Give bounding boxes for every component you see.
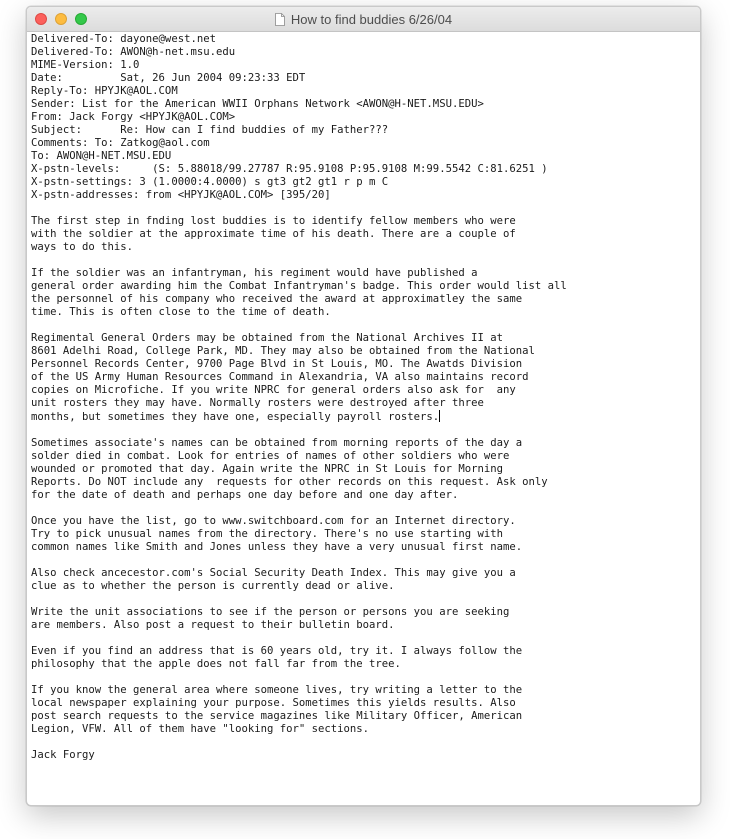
body-paragraph: Also check ancecestor.com's Social Security Death Index. This may give you a clue as to whether the person is currently dead or alive. — [31, 567, 516, 592]
header-line: From: Jack Forgy <HPYJK@AOL.COM> — [31, 111, 236, 123]
email-text[interactable] — [31, 33, 696, 762]
document-window — [26, 6, 701, 806]
text-editor-area[interactable] — [31, 33, 696, 805]
window-title: How to find buddies 6/26/04 — [290, 11, 453, 27]
header-line: Delivered-To: AWON@h-net.msu.edu — [31, 46, 236, 58]
header-line: X-pstn-levels: (S: 5.88018/99.27787 R:95.9108 P:95.9108 M:99.5542 C:81.6251 ) — [31, 163, 548, 175]
text-cursor — [439, 410, 440, 422]
body-paragraph: If the soldier was an infantryman, his regiment would have published a general order awarding him the Combat Infantryman's badge. This order would list all the personnel of his company who received the award at approximatley the same time. This is often close to the time of death. — [31, 267, 567, 318]
title-bar[interactable] — [27, 7, 700, 32]
header-line: Sender: List for the American WWII Orphans Network <AWON@H-NET.MSU.EDU> — [31, 98, 484, 110]
header-line: X-pstn-addresses: from <HPYJK@AOL.COM> [395/20] — [31, 189, 331, 201]
header-line: Comments: To: Zatkog@aol.com — [31, 137, 210, 149]
document-icon — [275, 13, 285, 26]
body-paragraph: Even if you find an address that is 60 years old, try it. I always follow the philosophy that the apple does not fall far from the tree. — [31, 645, 523, 670]
header-line: X-pstn-settings: 3 (1.0000:4.0000) s gt3 gt2 gt1 r p m C — [31, 176, 389, 188]
body-paragraph: Once you have the list, go to www.switchboard.com for an Internet directory. Try to pick unusual names from the directory. There's no use starting with common names like Smith and Jones unless they have a very unusual first name. — [31, 515, 523, 553]
header-line: Delivered-To: dayone@west.net — [31, 33, 216, 45]
window-title-area — [27, 7, 700, 31]
header-line: MIME-Version: 1.0 — [31, 59, 140, 71]
header-line: Date: Sat, 26 Jun 2004 09:23:33 EDT — [31, 72, 306, 84]
header-line: Reply-To: HPYJK@AOL.COM — [31, 85, 178, 97]
body-paragraph: If you know the general area where someone lives, try writing a letter to the local newspaper explaining your purpose. Sometimes this yields results. Also post search requests to the service magazines like Military Officer, American Legion, VFW. All of them have "looking for" sections. — [31, 684, 523, 735]
body-paragraph: The first step in fnding lost buddies is to identify fellow members who were with the soldier at the approximate time of his death. There are a couple of ways to do this. — [31, 215, 516, 253]
body-paragraph: Write the unit associations to see if the person or persons you are seeking are members. Also post a request to their bulletin board. — [31, 606, 510, 631]
signature: Jack Forgy — [31, 749, 95, 761]
header-line: Subject: Re: How can I find buddies of my Father??? — [31, 124, 389, 136]
body-paragraph: Regimental General Orders may be obtained from the National Archives II at 8601 Adelhi Road, College Park, MD. They may also be obtained from the National Personnel Records Center, 9700 Page Blvd in St Louis, MO. The Awatds Division of the US Army Human Resources Command in Alexandria, VA also maintains record copies on Microfiche. If you write NPRC for general orders also ask for any unit rosters they may have. Normally rosters were destroyed after three months, but sometimes they have one, especially payroll rosters. — [31, 332, 535, 423]
body-paragraph: Sometimes associate's names can be obtained from morning reports of the day a solder died in combat. Look for entries of names of other soldiers who were wounded or promoted that day. Again write the NPRC in St Louis for Morning Reports. Do NOT include any requests for other records on this request. Ask only for the date of death and perhaps one day before and one day after. — [31, 437, 548, 501]
header-line: To: AWON@H-NET.MSU.EDU — [31, 150, 172, 162]
